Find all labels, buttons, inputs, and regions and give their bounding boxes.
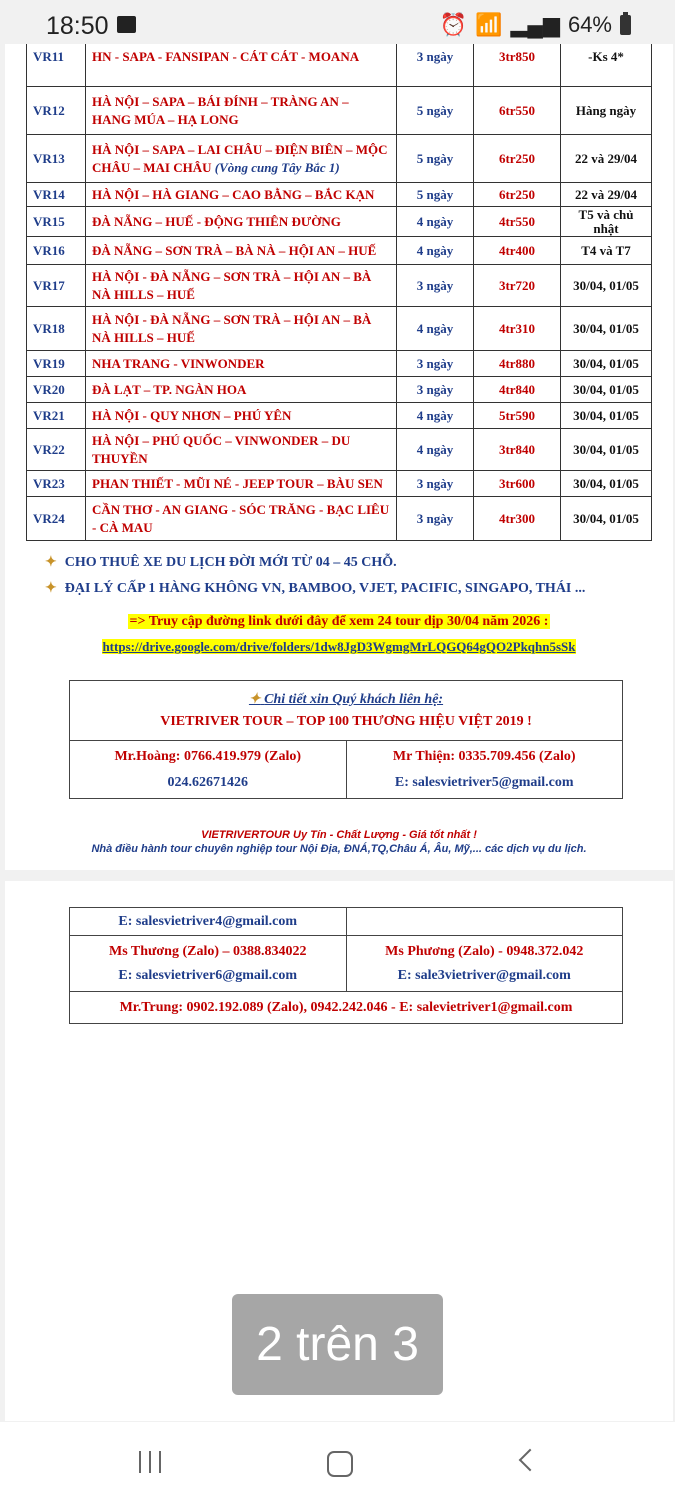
tour-departure: 30/04, 01/05 [561, 429, 652, 471]
tour-days: 4 ngày [397, 237, 474, 265]
tour-days: 4 ngày [397, 429, 474, 471]
tour-code: VR16 [27, 237, 86, 265]
tour-days: 5 ngày [397, 183, 474, 207]
tour-row [27, 351, 652, 377]
tour-departure: Hàng ngày [561, 87, 652, 135]
tour-days: 4 ngày [397, 403, 474, 429]
tour-price: 5tr590 [474, 403, 561, 429]
footer-slogan: VIETRIVERTOUR Uy Tín - Chất Lượng - Giá tốt nhất ! [201, 829, 477, 841]
pointer-icon: ✦ [248, 692, 261, 707]
tour-row [27, 207, 652, 237]
empty-cell [346, 908, 623, 936]
tour-code: VR13 [27, 135, 86, 183]
contact-right [346, 741, 623, 799]
tour-table [26, 44, 652, 541]
tour-price: 3tr720 [474, 265, 561, 307]
tour-days: 5 ngày [397, 135, 474, 183]
tour-price: 4tr310 [474, 307, 561, 351]
contact-phone: 024.62671426 [167, 774, 248, 790]
tour-code: VR11 [27, 44, 86, 87]
tour-route: NHA TRANG - VINWONDER [86, 351, 397, 377]
tour-days: 3 ngày [397, 377, 474, 403]
tour-departure: 30/04, 01/05 [561, 265, 652, 307]
bullet-item: ✦ CHO THUÊ XE DU LỊCH ĐỜI MỚI TỪ 04 – 45 CHỖ. [45, 555, 397, 570]
thuong-phone: Ms Thương (Zalo) – 0388.834022 [108, 943, 307, 959]
phuong-email: E: sale3vietriver@gmail.com [397, 967, 571, 983]
tour-price: 4tr550 [474, 207, 561, 237]
tour-code: VR17 [27, 265, 86, 307]
contact-left [70, 741, 347, 799]
tour-departure: 30/04, 01/05 [561, 307, 652, 351]
contact-table-continued [69, 907, 623, 1024]
tour-days: 3 ngày [397, 351, 474, 377]
status-icons [440, 12, 631, 38]
tour-price: 3tr840 [474, 429, 561, 471]
tour-price: 6tr250 [474, 183, 561, 207]
tour-row [27, 377, 652, 403]
tour-route: HÀ NỘI - ĐÀ NẴNG – SƠN TRÀ – HỘI AN – BÀ NÀ HILLS – HUẾ [86, 307, 397, 351]
tour-row [27, 87, 652, 135]
tour-row [27, 44, 652, 87]
contact-table [69, 680, 623, 799]
battery-icon [620, 15, 631, 35]
brand-line: VIETRIVER TOUR – TOP 100 THƯƠNG HIỆU VIỆT 2019 ! [160, 714, 532, 729]
clock: 18:50 [46, 12, 109, 40]
tour-row [27, 471, 652, 497]
contact-thien: Mr Thiện: 0335.709.456 (Zalo) [392, 748, 576, 764]
tour-route: HÀ NỘI – SAPA – BÁI ĐÍNH – TRÀNG AN – HANG MÚA – HẠ LONG [86, 87, 397, 135]
tour-code: VR19 [27, 351, 86, 377]
tour-route: HÀ NỘI – SAPA – LAI CHÂU – ĐIỆN BIÊN – MỘC CHÂU – MAI CHÂU (Vòng cung Tây Bắc 1) [86, 135, 397, 183]
tour-days: 3 ngày [397, 44, 474, 87]
tour-price: 6tr250 [474, 135, 561, 183]
tour-row [27, 265, 652, 307]
tour-departure: -Ks 4* [561, 44, 652, 87]
tour-price: 3tr600 [474, 471, 561, 497]
route-note: (Vòng cung Tây Bắc 1) [214, 159, 340, 175]
page-indicator: 2 trên 3 [232, 1294, 443, 1395]
tour-departure: 30/04, 01/05 [561, 351, 652, 377]
tour-route: HÀ NỘI - QUY NHƠN – PHÚ YÊN [86, 403, 397, 429]
tour-code: VR20 [27, 377, 86, 403]
tour-price: 3tr850 [474, 44, 561, 87]
drive-link-line [5, 638, 673, 656]
tour-departure: 30/04, 01/05 [561, 497, 652, 541]
tour-route: ĐÀ NẴNG – SƠN TRÀ – BÀ NÀ – HỘI AN – HUẾ [86, 237, 397, 265]
status-bar [0, 0, 675, 50]
bullet-item: ✦ ĐẠI LÝ CẤP 1 HÀNG KHÔNG VN, BAMBOO, VJET, PACIFIC, SINGAPO, THÁI ... [45, 581, 586, 596]
tour-departure: 30/04, 01/05 [561, 377, 652, 403]
pointer-icon: ✦ [45, 555, 57, 570]
alarm-icon: ⏰ [439, 12, 468, 37]
tour-price: 4tr400 [474, 237, 561, 265]
tour-departure: 30/04, 01/05 [561, 471, 652, 497]
service-bullets [45, 554, 585, 606]
back-button[interactable] [519, 1449, 542, 1472]
tour-route: HÀ NỘI – PHÚ QUỐC – VINWONDER – DU THUYỀN [86, 429, 397, 471]
tour-route: HN - SAPA - FANSIPAN - CÁT CÁT - MOANA [86, 44, 397, 87]
tour-days: 4 ngày [397, 207, 474, 237]
tour-code: VR21 [27, 403, 86, 429]
tour-code: VR18 [27, 307, 86, 351]
contact-thuong [70, 936, 347, 992]
tour-price: 4tr300 [474, 497, 561, 541]
home-button[interactable] [327, 1451, 353, 1477]
wifi-icon: 📶 [475, 12, 503, 37]
tour-row [27, 307, 652, 351]
phuong-phone: Ms Phương (Zalo) - 0948.372.042 [385, 943, 584, 959]
android-nav-bar [0, 1422, 675, 1500]
contact-phuong [346, 936, 623, 992]
contact-header-cell [70, 681, 623, 741]
tour-days: 3 ngày [397, 497, 474, 541]
tour-code: VR15 [27, 207, 86, 237]
tour-departure: 22 và 29/04 [561, 135, 652, 183]
tour-departure: 22 và 29/04 [561, 183, 652, 207]
tour-code: VR24 [27, 497, 86, 541]
email-cell: E: salesvietriver4@gmail.com [70, 908, 347, 936]
gallery-notification-icon [117, 16, 136, 33]
tour-route: PHAN THIẾT - MŨI NÉ - JEEP TOUR – BÀU SEN [86, 471, 397, 497]
contact-email: E: salesvietriver5@gmail.com [394, 774, 574, 790]
tour-days: 3 ngày [397, 471, 474, 497]
tour-departure: 30/04, 01/05 [561, 403, 652, 429]
tour-route: CẦN THƠ - AN GIANG - SÓC TRĂNG - BẠC LIÊU - CÀ MAU [86, 497, 397, 541]
tour-route: HÀ NỘI - ĐÀ NẴNG – SƠN TRÀ – HỘI AN – BÀ NÀ HILLS – HUẾ [86, 265, 397, 307]
tour-route: ĐÀ LẠT – TP. NGÀN HOA [86, 377, 397, 403]
thuong-email: E: salesvietriver6@gmail.com [118, 967, 298, 983]
contact-heading: Chi tiết xin Quý khách liên hệ: [264, 692, 444, 707]
tour-row [27, 497, 652, 541]
tour-code: VR23 [27, 471, 86, 497]
tour-price: 6tr550 [474, 87, 561, 135]
tour-route: ĐÀ NẴNG – HUẾ - ĐỘNG THIÊN ĐƯỜNG [86, 207, 397, 237]
tour-row [27, 403, 652, 429]
tour-code: VR22 [27, 429, 86, 471]
tour-code: VR14 [27, 183, 86, 207]
tour-days: 4 ngày [397, 307, 474, 351]
drive-link[interactable]: https://drive.google.com/drive/folders/1dw8JgD3WgmgMrLQGQ64gQO2Pkqhn5sSk [102, 639, 576, 654]
battery-percent: 64% [567, 12, 612, 37]
tour-days: 5 ngày [397, 87, 474, 135]
pointer-icon: ✦ [45, 581, 57, 596]
promo-text: => Truy cập đường link dưới đây để xem 24 tour dịp 30/04 năm 2026 : [129, 614, 549, 629]
signal-icon: ▂▄▆ [510, 12, 560, 37]
tour-days: 3 ngày [397, 265, 474, 307]
document-page-1[interactable] [5, 44, 673, 870]
contact-trung: Mr.Trung: 0902.192.089 (Zalo), 0942.242.046 - E: salevietriver1@gmail.com [70, 992, 623, 1024]
tour-row [27, 183, 652, 207]
tour-route: HÀ NỘI – HÀ GIANG – CAO BẰNG – BẮC KẠN [86, 183, 397, 207]
recents-button[interactable] [139, 1451, 165, 1473]
tour-code: VR12 [27, 87, 86, 135]
tour-price: 4tr840 [474, 377, 561, 403]
tour-departure: T5 và chủ nhật [561, 207, 652, 237]
tour-row [27, 135, 652, 183]
footer-description: Nhà điều hành tour chuyên nghiệp tour Nội Địa, ĐNÁ,TQ,Châu Á, Âu, Mỹ,... các dịch vụ du lịch. [91, 843, 587, 855]
tour-row [27, 237, 652, 265]
tour-price: 4tr880 [474, 351, 561, 377]
tour-row [27, 429, 652, 471]
tour-departure: T4 và T7 [561, 237, 652, 265]
promo-line [5, 612, 673, 630]
contact-hoang: Mr.Hoàng: 0766.419.979 (Zalo) [114, 748, 302, 764]
